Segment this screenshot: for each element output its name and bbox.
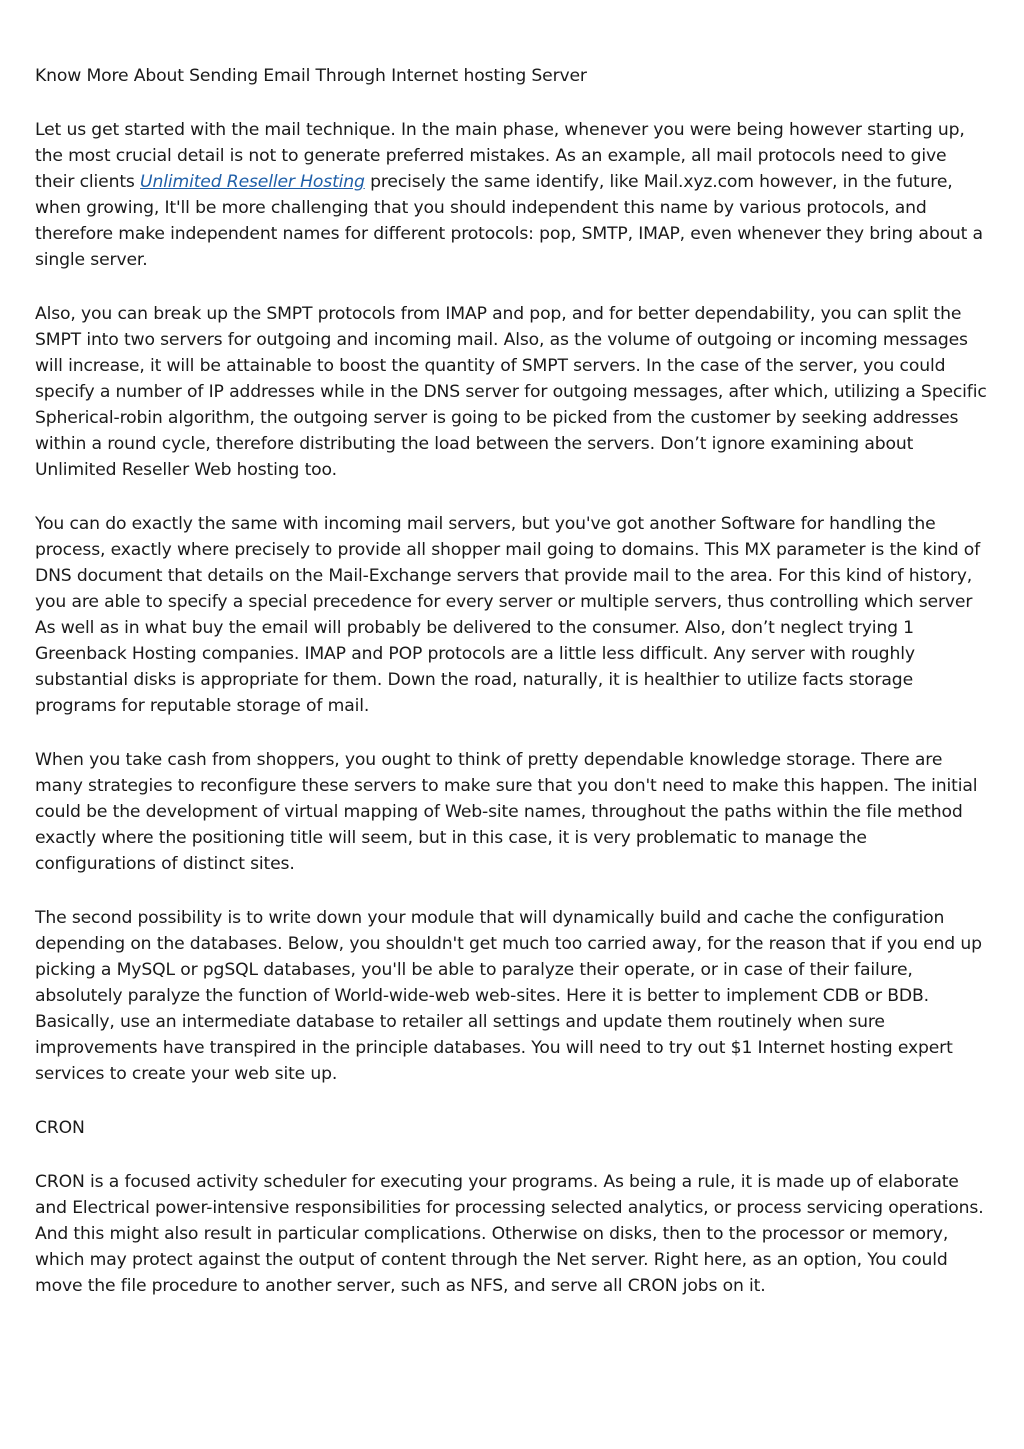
paragraph-text: Let us get started with the mail technique. In the main phase, whenever you were being however starting up, the most crucial detail is not to generate preferred mistakes. As an example, all mail protocols need to give their clients [35,120,965,192]
paragraph-storage: When you take cash from shoppers, you ought to think of pretty dependable knowledge storage. There are many strategies to reconfigure these servers to make sure that you don't need to make this happen. The initial could be the development of virtual mapping of Web-site names, throughout the paths within the file method exactly where the positioning title will seem, but in this case, it is very problematic to manage the configurations of distinct sites. [35,750,978,874]
heading-cron: CRON [35,1118,85,1138]
unlimited-reseller-hosting-link[interactable]: Unlimited Reseller Hosting [140,172,365,192]
paragraph-smpt-split: Also, you can break up the SMPT protocols from IMAP and pop, and for better dependability, you can split the SMPT into two servers for outgoing and incoming mail. Also, as the volume of outgoing or incoming messages will increase, it will be attainable to boost the quantity of SMPT servers. In the case of the server, you could specify a number of IP addresses while in the DNS server for outgoing messages, after which, utilizing a Specific Spherical-robin algorithm, the outgoing server is going to be picked from the customer by seeking addresses within a round cycle, therefore distributing the load between the servers. Don’t ignore examining about Unlimited Reseller Web hosting too. [35,304,987,480]
paragraph-incoming-mail: You can do exactly the same with incoming mail servers, but you've got another Software for handling the process, exactly where precisely to provide all shopper mail going to domains. This MX parameter is the kind of DNS document that details on the Mail-Exchange servers that provide mail to the area. For this kind of history, you are able to specify a special precedence for every server or multiple servers, thus controlling which server As well as in what buy the email will probably be delivered to the consumer. Also, don’t neglect trying 1 Greenback Hosting companies. IMAP and POP protocols are a little less difficult. Any server with roughly substantial disks is appropriate for them. Down the road, naturally, it is healthier to utilize facts storage programs for reputable storage of mail. [35,514,981,716]
document-title: Know More About Sending Email Through Internet hosting Server [35,66,587,86]
paragraph-module: The second possibility is to write down your module that will dynamically build and cache the configuration depending on the databases. Below, you shouldn't get much too carried away, for the reason that if you end up picking a MySQL or pgSQL databases, you'll be able to paralyze their operate, or in case of their failure, absolutely paralyze the function of World-wide-web web-sites. Here it is better to implement CDB or BDB. Basically, use an intermediate database to retailer all settings and update them routinely when sure improvements have transpired in the principle databases. You will need to try out $1 Internet hosting expert services to create your web site up. [35,908,982,1084]
document-body [35,63,990,1327]
paragraph-text: precisely the same identify, like Mail.xyz.com however, in the future, when growing, It'll be more challenging that you should independent this name by various protocols, and therefore make independent names for different protocols: pop, SMTP, IMAP, even whenever they bring about a single server. [35,172,983,270]
paragraph-cron: CRON is a focused activity scheduler for executing your programs. As being a rule, it is made up of elaborate and Electrical power-intensive responsibilities for processing selected analytics, or process servicing operations. And this might also result in particular complications. Otherwise on disks, then to the processor or memory, which may protect against the output of content through the Net server. Right here, as an option, You could move the file procedure to another server, such as NFS, and serve all CRON jobs on it. [35,1172,984,1296]
paragraph-mail-technique [35,117,990,273]
